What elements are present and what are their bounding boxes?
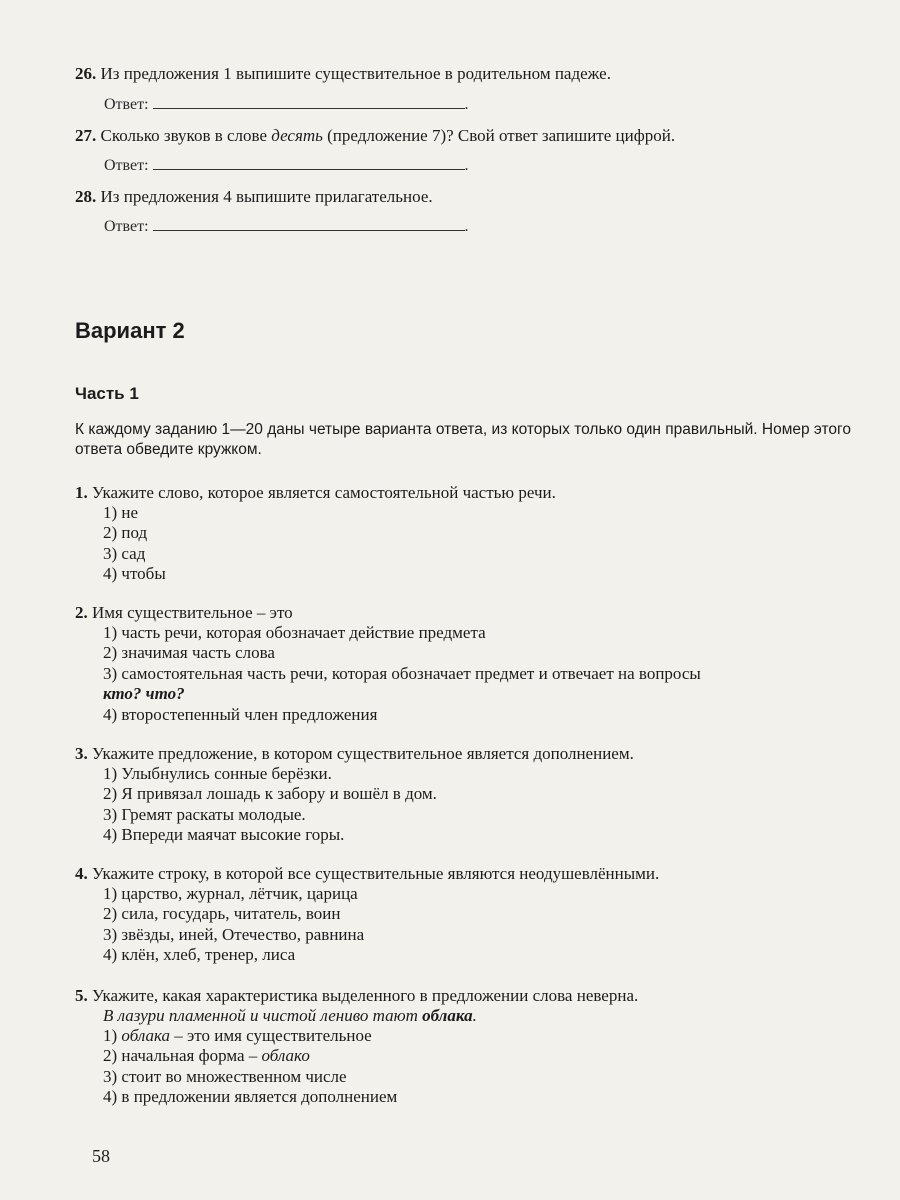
question-text: Укажите, какая характеристика выделенного в предложении слова неверна. <box>92 986 639 1005</box>
option[interactable]: 4) Впереди маячат высокие горы. <box>103 825 345 845</box>
question-text: Из предложения 1 выпишите существительное в родительном падеже. <box>100 64 611 83</box>
question-number: 1. <box>75 483 88 502</box>
question-number: 4. <box>75 864 88 883</box>
question-5 <box>75 986 855 1108</box>
option[interactable]: 2) Я привязал лошадь к забору и вошёл в дом. <box>103 784 437 804</box>
option-text: 3) самостоятельная часть речи, которая обозначает предмет и отвечает на вопросы <box>103 663 701 683</box>
question-4 <box>75 864 855 966</box>
answer-line-27[interactable]: Ответ: . <box>104 157 469 174</box>
part-heading: Часть 1 <box>75 384 139 403</box>
question-number: 5. <box>75 986 88 1005</box>
answer-blank[interactable] <box>153 94 465 109</box>
question-27 <box>75 126 855 146</box>
question-26 <box>75 64 855 84</box>
option[interactable]: 1) Улыбнулись сонные берёзки. <box>103 764 332 783</box>
question-text: Сколько звуков в слове <box>100 126 272 145</box>
question-number: 27. <box>75 126 97 145</box>
option[interactable]: 2) сила, государь, читатель, воин <box>103 904 341 924</box>
option[interactable]: 2) начальная форма – облако <box>103 1046 310 1066</box>
highlighted-word: облака <box>422 1006 473 1025</box>
option[interactable]: 3) звёзды, иней, Отечество, равнина <box>103 924 365 944</box>
question-word: десять <box>271 126 323 145</box>
page-number: 58 <box>92 1146 110 1166</box>
question-3 <box>75 744 855 846</box>
option[interactable]: 3) стоит во множественном числе <box>103 1066 347 1086</box>
answer-label: Ответ: <box>104 96 149 113</box>
answer-blank[interactable] <box>153 216 465 231</box>
option[interactable]: 4) чтобы <box>103 564 166 584</box>
option[interactable] <box>103 664 855 705</box>
question-text: Укажите предложение, в котором существительное является дополнением. <box>92 744 634 763</box>
option[interactable]: 4) клён, хлеб, тренер, лиса <box>103 945 296 965</box>
question-text: Имя существительное – это <box>92 603 293 622</box>
question-1 <box>75 483 855 585</box>
answer-blank[interactable] <box>153 155 465 170</box>
example-sentence: В лазури пламенной и чистой лениво тают облака. <box>103 1006 477 1025</box>
question-text: Укажите слово, которое является самостоятельной частью речи. <box>92 483 556 502</box>
answer-line-26[interactable]: Ответ: . <box>104 96 469 113</box>
option[interactable]: 3) Гремят раскаты молодые. <box>103 804 306 824</box>
instruction-text: К каждому заданию 1—20 даны четыре варианта ответа, из которых только один правильный. Номер этого ответа обведите кружком. <box>75 421 851 458</box>
answer-label: Ответ: <box>104 218 149 235</box>
option[interactable]: 4) в предложении является дополнением <box>103 1087 398 1107</box>
option[interactable]: 1) царство, журнал, лётчик, царица <box>103 884 358 903</box>
option[interactable]: 2) под <box>103 523 148 543</box>
option[interactable]: 2) значимая часть слова <box>103 643 275 663</box>
option[interactable]: 3) сад <box>103 543 146 563</box>
question-number: 2. <box>75 603 88 622</box>
question-2 <box>75 603 855 725</box>
question-number: 3. <box>75 744 88 763</box>
option[interactable]: 1) не <box>103 503 139 522</box>
question-text: Укажите строку, в которой все существительные являются неодушевлёнными. <box>92 864 660 883</box>
question-number: 28. <box>75 187 97 206</box>
option[interactable]: 1) облака – это имя существительное <box>103 1026 372 1045</box>
question-28 <box>75 187 855 207</box>
option[interactable]: 1) часть речи, которая обозначает действие предмета <box>103 623 486 642</box>
answer-line-28[interactable]: Ответ: . <box>104 218 469 235</box>
option-questions: кто? что? <box>103 684 185 704</box>
question-text: Из предложения 4 выпишите прилагательное. <box>100 187 433 206</box>
option[interactable]: 4) второстепенный член предложения <box>103 704 378 724</box>
variant-heading: Вариант 2 <box>75 318 185 343</box>
question-text-end: (предложение 7)? Свой ответ запишите цифрой. <box>322 126 676 145</box>
question-number: 26. <box>75 64 97 83</box>
answer-label: Ответ: <box>104 157 149 174</box>
